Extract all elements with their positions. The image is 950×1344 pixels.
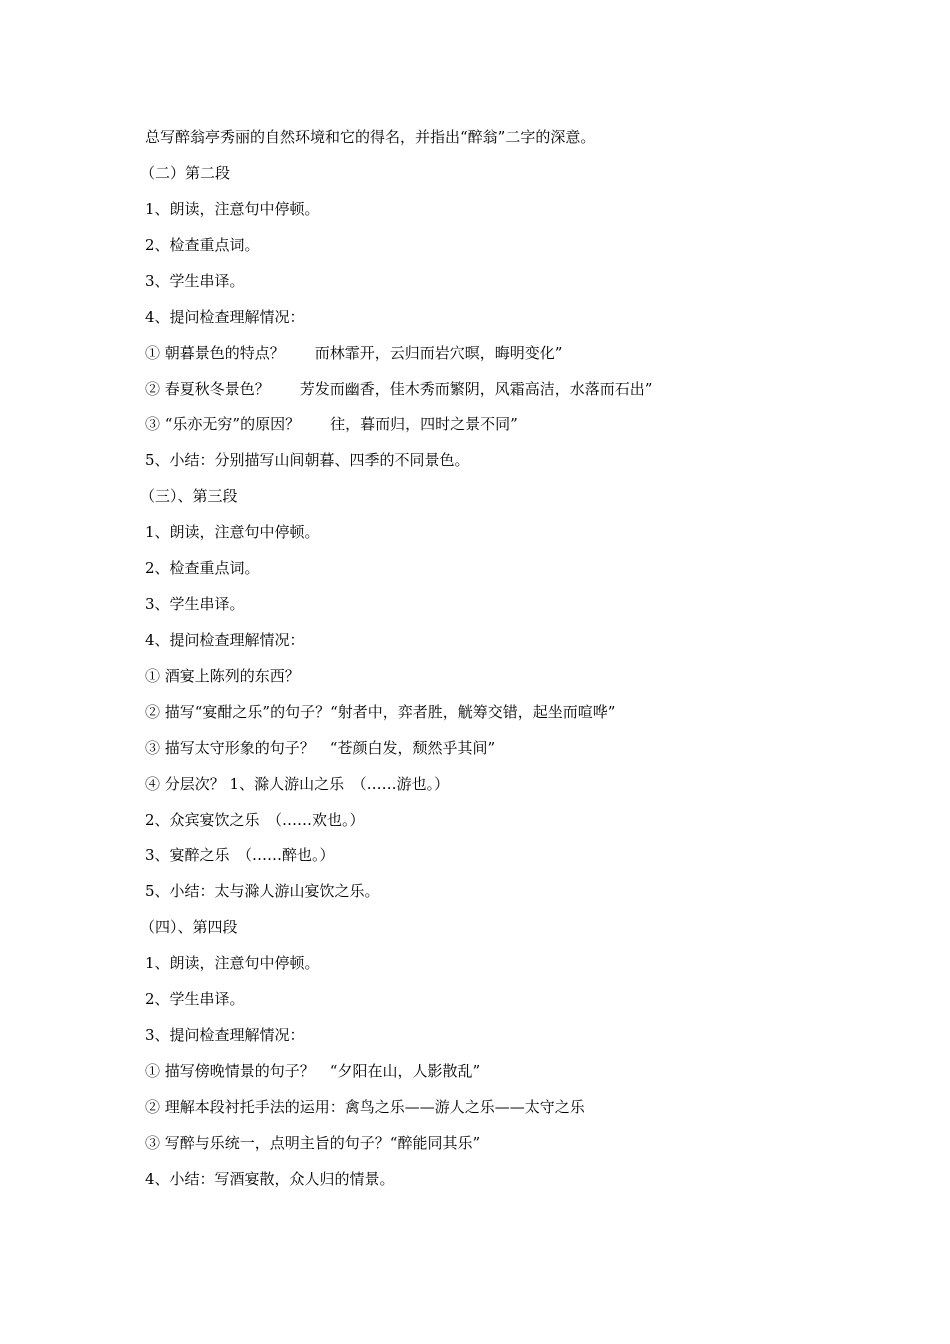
text-line: ③ 写醉与乐统一，点明主旨的句子？“醉能同其乐” (145, 1134, 481, 1152)
text-line: 2、检查重点词。 (145, 559, 260, 577)
section-heading-2: （二）第二段 (140, 164, 231, 182)
text-line: 1、朗读，注意句中停顿。 (145, 200, 320, 218)
text-line: 3、学生串译。 (145, 272, 245, 290)
text-line: ③ “乐亦无穷”的原因？ 往，暮而归，四时之景不同” (145, 415, 518, 433)
text-line: 2、检查重点词。 (145, 236, 260, 254)
text-line: 4、小结：写酒宴散，众人归的情景。 (145, 1170, 395, 1188)
text-line: 1、朗读，注意句中停顿。 (145, 523, 320, 541)
text-line-summary: 总写醉翁亭秀丽的自然环境和它的得名，并指出“醉翁”二字的深意。 (145, 128, 596, 146)
section-heading-3: （三）、第三段 (140, 487, 238, 505)
text-line: 4、提问检查理解情况： (145, 631, 305, 649)
text-line: 2、学生串译。 (145, 990, 245, 1008)
text-line: 3、学生串译。 (145, 595, 245, 613)
text-line: ② 春夏秋冬景色？ 芳发而幽香，佳木秀而繁阴，风霜高洁，水落而石出” (145, 380, 653, 398)
text-line: 5、小结：分别描写山间朝暮、四季的不同景色。 (145, 451, 470, 469)
text-line: ① 描写傍晚情景的句子？ “夕阳在山，人影散乱” (145, 1062, 481, 1080)
text-line: 4、提问检查理解情况： (145, 308, 305, 326)
text-line: ② 理解本段衬托手法的运用：禽鸟之乐——游人之乐——太守之乐 (145, 1098, 585, 1116)
text-line: ② 描写“宴酣之乐”的句子？“射者中，弈者胜，觥筹交错，起坐而喧哗” (145, 703, 616, 721)
text-line: ④ 分层次？ 1、滁人游山之乐 （……游也。） (145, 775, 450, 793)
text-line: 3、宴醉之乐 （……醉也。） (145, 846, 335, 864)
text-line: ① 朝暮景色的特点？ 而林霏开，云归而岩穴暝，晦明变化” (145, 344, 563, 362)
text-line: 5、小结：太与滁人游山宴饮之乐。 (145, 882, 380, 900)
text-line: ① 酒宴上陈列的东西？ (145, 667, 300, 685)
text-line: 1、朗读，注意句中停顿。 (145, 954, 320, 972)
text-line: 3、提问检查理解情况： (145, 1026, 305, 1044)
text-line: ③ 描写太守形象的句子？ “苍颜白发，颓然乎其间” (145, 739, 496, 757)
section-heading-4: （四）、第四段 (140, 918, 238, 936)
text-line: 2、众宾宴饮之乐 （……欢也。） (145, 811, 365, 829)
